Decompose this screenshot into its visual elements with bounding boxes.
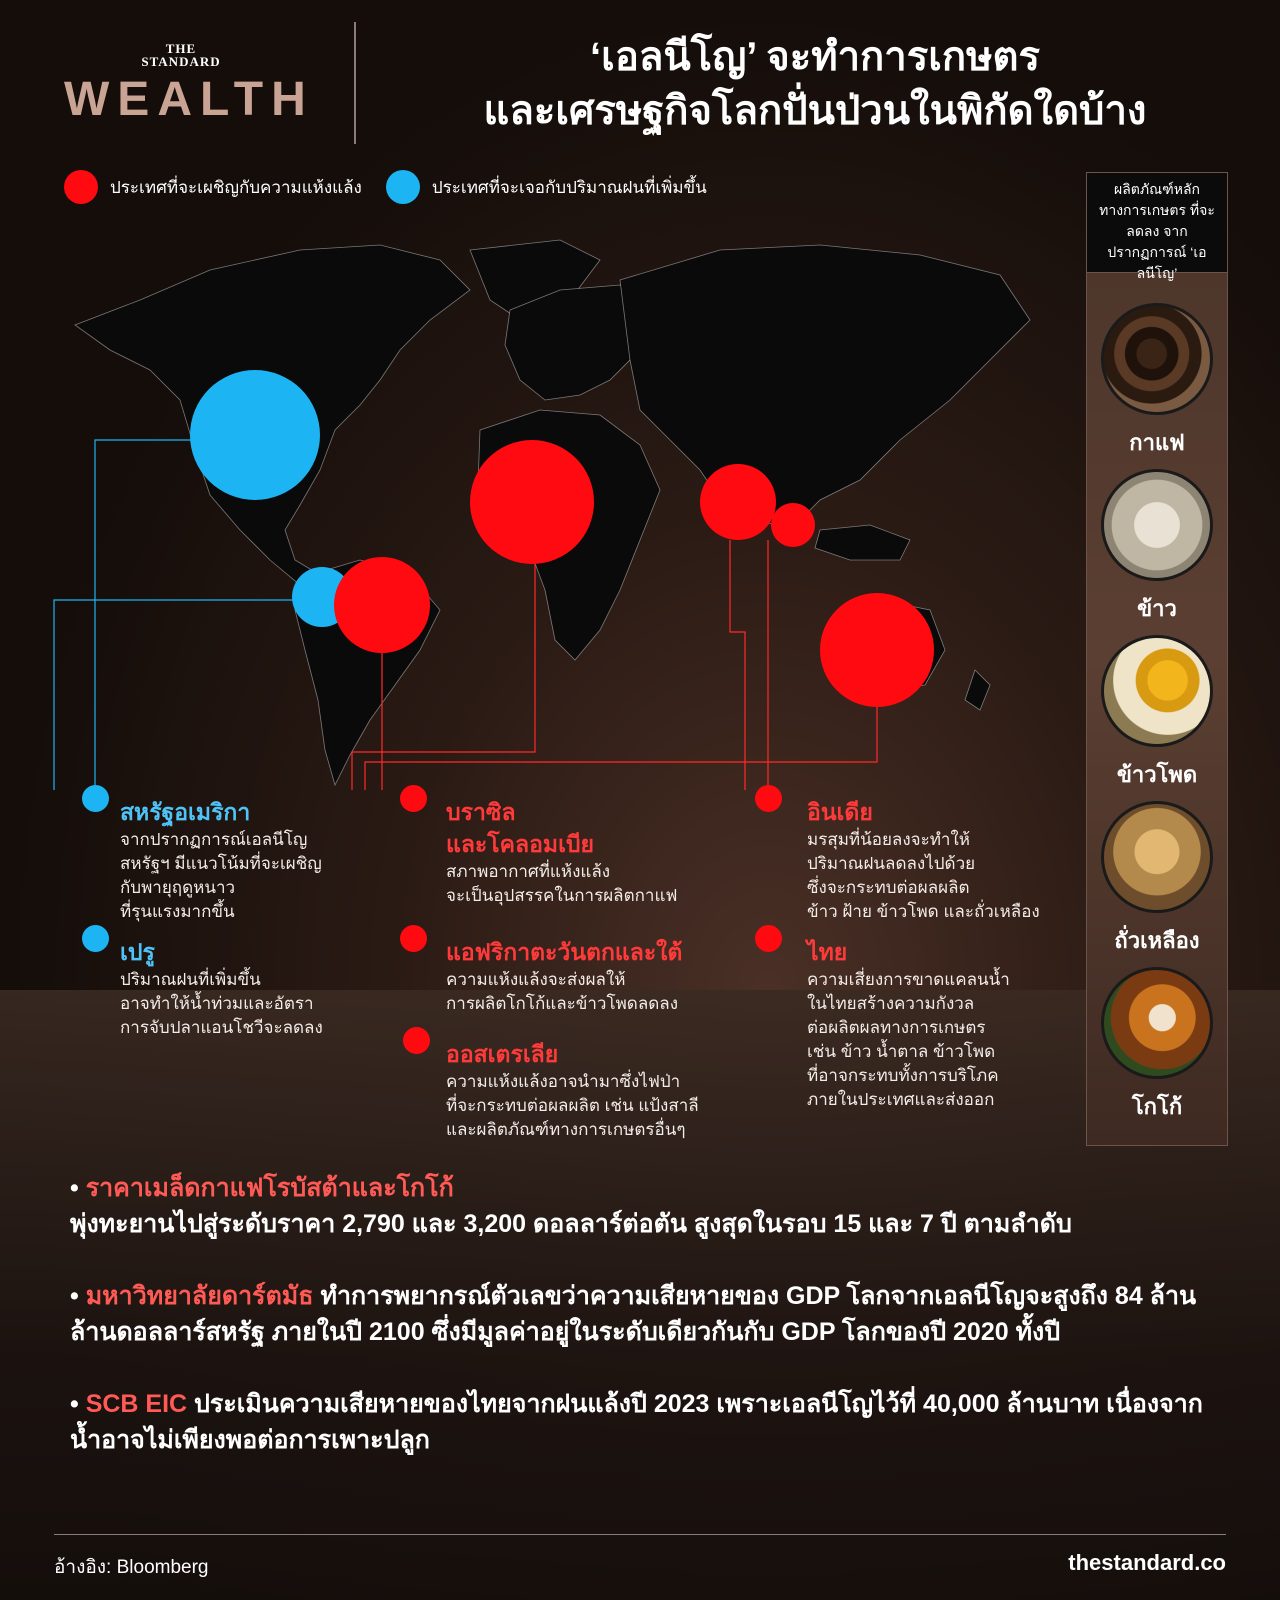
annotation-india [807, 796, 1040, 924]
legend-item-drought [64, 170, 362, 204]
annotation-thailand [807, 936, 1010, 1112]
product-soybean [1087, 801, 1227, 958]
product-label: ข้าว [1137, 596, 1177, 621]
key-fact-emphasis: ราคาเมล็ดกาแฟโรบัสต้าและโกโก้ [85, 1174, 454, 1202]
annotation-body: มรสุมที่น้อยลงจะทำให้ ปริมาณฝนลดลงไปด้วย ซึ่งจะกระทบต่อผลผลิต ข้าว ฝ้าย ข้าวโพด และถั่วเหลือง [807, 830, 1040, 921]
australia-impact-circle [820, 593, 934, 707]
usa-impact-circle [190, 370, 320, 500]
key-fact-item: • มหาวิทยาลัยดาร์ตมัธ ทำการพยากรณ์ตัวเลขว่าความเสียหายของ GDP โลกจากเอลนีโญจะสูงถึง 84 ล้านล้านดอลลาร์สหรัฐ ภายในปี 2100 ซึ่งมีมูลค่าอยู่ในระดับเดียวกันกับ GDP โลกของปี 2020 ทั้งปี [70, 1282, 1197, 1346]
annotation-title: สหรัฐอเมริกา [120, 799, 251, 825]
cocoa-icon [1101, 967, 1213, 1079]
legend-item-rain [386, 170, 707, 204]
product-corn [1087, 635, 1227, 792]
product-label: ถั่วเหลือง [1114, 928, 1200, 953]
peru-leader-line [54, 600, 300, 790]
site-link[interactable]: thestandard.co [1068, 1550, 1226, 1575]
products-sidebar [1086, 172, 1228, 1146]
page-title [380, 30, 1250, 138]
annotation-body: ความเสี่ยงการขาดแคลนน้ำ ในไทยสร้างความกังวล ต่อผลิตผลทางการเกษตร เช่น ข้าว น้ำตาล ข้าวโพด ที่อาจกระทบทั้งการบริโภค ภายในประเทศและส่งออก [807, 970, 1010, 1109]
annotation-body: ความแห้งแล้งจะส่งผลให้ การผลิตโกโก้และข้าวโพดลดลง [446, 970, 679, 1013]
legend-drought-label: ประเทศที่จะเผชิญกับความแห้งแล้ง [110, 177, 362, 197]
key-fact-text: ทำการพยากรณ์ตัวเลขว่าความเสียหายของ GDP โลกจากเอลนีโญจะสูงถึง 84 ล้านล้านดอลลาร์สหรัฐ ภายในปี 2100 ซึ่งมีมูลค่าอยู่ในระดับเดียวกันกับ GDP โลกของปี 2020 ทั้งปี [70, 1282, 1197, 1346]
soybean-icon [1101, 801, 1213, 913]
annotation-australia [446, 1038, 699, 1142]
key-fact-emphasis: มหาวิทยาลัยดาร์ตมัธ [85, 1282, 314, 1310]
annotation-africa [446, 936, 682, 1016]
logo-small: THE STANDARD [141, 41, 221, 69]
thailand-marker-dot [755, 925, 782, 952]
new-zealand-shape [965, 670, 990, 710]
key-fact-emphasis: SCB EIC [85, 1390, 188, 1418]
annotation-body: สภาพอากาศที่แห้งแล้ง จะเป็นอุปสรรคในการผลิตกาแฟ [446, 862, 678, 905]
coffee-beans-icon [1101, 303, 1213, 415]
logo-wealth: WEALTH [64, 73, 314, 126]
blue-dot-icon [386, 170, 420, 204]
annotation-brazil [446, 796, 677, 908]
product-label: โกโก้ [1131, 1094, 1183, 1119]
header [0, 0, 1280, 160]
india-marker-dot [755, 785, 782, 812]
brazil-impact-circle [334, 557, 430, 653]
annotation-peru [120, 936, 323, 1040]
se-asia-shape [815, 525, 910, 560]
title-line-1: ‘เอลนีโญ’ จะทำการเกษตร [590, 35, 1040, 79]
annotation-title: เปรู [120, 939, 155, 965]
peru-marker-dot [82, 925, 109, 952]
key-fact-text: พุ่งทะยานไปสู่ระดับราคา 2,790 และ 3,200 ดอลลาร์ต่อตัน สูงสุดในรอบ 15 และ 7 ปี ตามลำดับ [70, 1210, 1072, 1238]
usa-marker-dot [82, 785, 109, 812]
annotation-body: ปริมาณฝนที่เพิ่มขึ้น อาจทำให้น้ำท่วมและอัตรา การจับปลาแอนโชวีจะลดลง [120, 970, 323, 1037]
sidebar-heading: ผลิตภัณฑ์หลัก ทางการเกษตร ที่จะลดลง จากปรากฏการณ์ ‘เอลนีโญ’ [1087, 173, 1227, 273]
annotation-title: บราซิล และโคลอมเบีย [446, 799, 595, 857]
product-coffee [1087, 303, 1227, 460]
product-label: ข้าวโพด [1116, 762, 1198, 787]
legend-rain-label: ประเทศที่จะเจอกับปริมาณฝนที่เพิ่มขึ้น [431, 177, 707, 197]
india-impact-circle [700, 464, 776, 540]
africa-impact-circle [470, 440, 594, 564]
thailand-leader-line [730, 540, 768, 790]
usa-leader-line [95, 440, 195, 790]
annotation-title: ไทย [807, 939, 848, 965]
thailand-impact-circle [771, 503, 815, 547]
corn-icon [1101, 635, 1213, 747]
footer-divider [54, 1534, 1226, 1535]
annotation-body: จากปรากฏการณ์เอลนีโญ สหรัฐฯ มีแนวโน้มที่จะเผชิญ กับพายุฤดูหนาว ที่รุนแรงมากขึ้น [120, 830, 322, 921]
australia-leader-line [365, 700, 877, 790]
annotation-title: ออสเตรเลีย [446, 1041, 559, 1067]
africa-marker-dot [400, 925, 427, 952]
header-divider [354, 22, 356, 144]
key-fact-text: ประเมินความเสียหายของไทยจากฝนแล้งปี 2023 เพราะเอลนีโญไว้ที่ 40,000 ล้านบาท เนื่องจากน้ำอาจไม่เพียงพอต่อการเพาะปลูก [70, 1390, 1203, 1454]
world-map [0, 230, 1060, 790]
product-cocoa [1087, 967, 1227, 1124]
key-fact-item: • SCB EIC ประเมินความเสียหายของไทยจากฝนแล้งปี 2023 เพราะเอลนีโญไว้ที่ 40,000 ล้านบาท เนื่องจากน้ำอาจไม่เพียงพอต่อการเพาะปลูก [70, 1390, 1203, 1454]
australia-marker-dot [403, 1027, 430, 1054]
annotation-body: ความแห้งแล้งอาจนำมาซึ่งไฟป่า ที่จะกระทบต่อผลผลิต เช่น แป้งสาลี และผลิตภัณฑ์ทางการเกษตรอื่นๆ [446, 1072, 699, 1139]
product-rice [1087, 469, 1227, 626]
title-line-2: และเศรษฐกิจโลกปั่นป่วนในพิกัดใดบ้าง [483, 89, 1147, 133]
annotation-title: แอฟริกาตะวันตกและใต้ [446, 939, 683, 965]
key-facts-list [60, 1170, 1230, 1494]
legend [64, 170, 731, 204]
product-label: กาแฟ [1129, 430, 1185, 455]
annotation-usa [120, 796, 322, 924]
annotation-title: อินเดีย [807, 799, 873, 825]
brazil-marker-dot [400, 785, 427, 812]
red-dot-icon [64, 170, 98, 204]
reference-text: อ้างอิง: Bloomberg [54, 1557, 209, 1578]
asia-shape [620, 245, 1030, 530]
rice-icon [1101, 469, 1213, 581]
key-fact-item: • ราคาเมล็ดกาแฟโรบัสต้าและโกโก้ พุ่งทะยานไปสู่ระดับราคา 2,790 และ 3,200 ดอลลาร์ต่อตัน สูงสุดในรอบ 15 และ 7 ปี ตามลำดับ [70, 1174, 1072, 1238]
